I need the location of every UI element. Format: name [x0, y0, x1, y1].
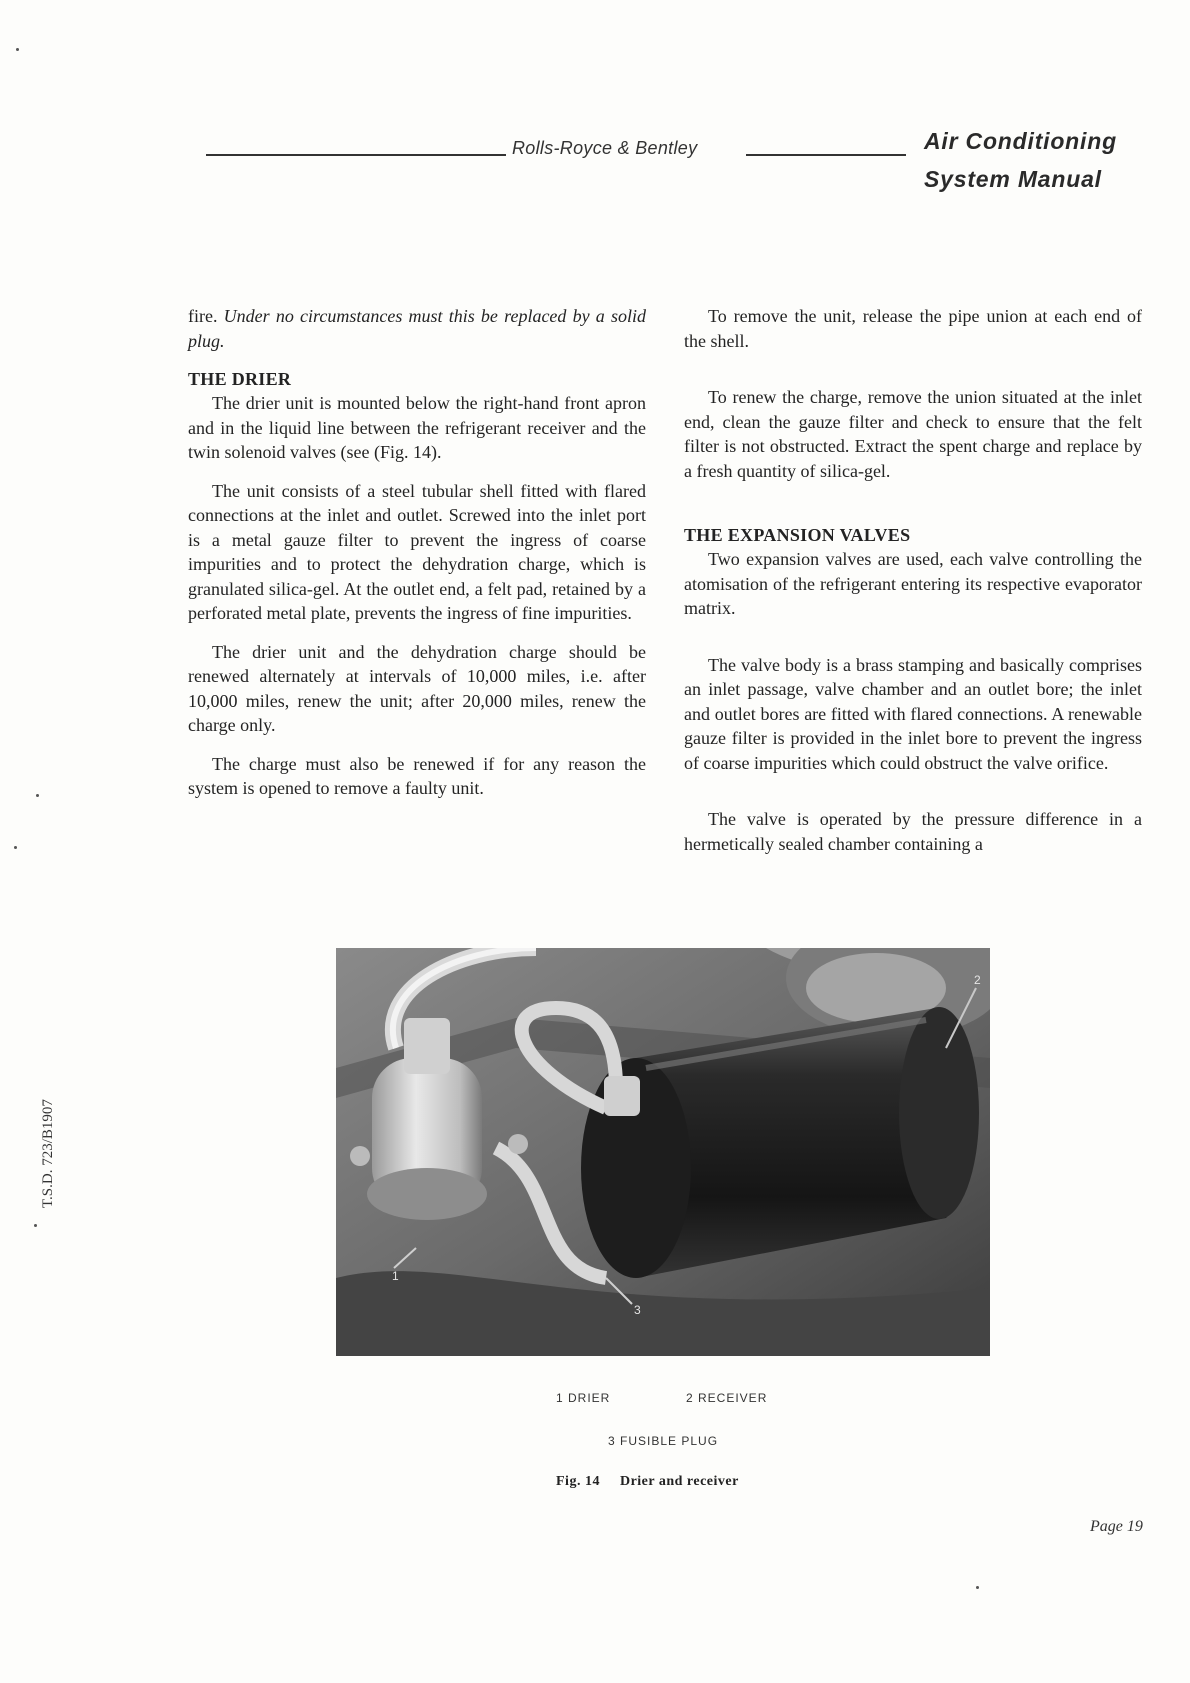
- scan-speck: [976, 1586, 979, 1589]
- figure-title: Drier and receiver: [619, 1474, 739, 1489]
- removal-paragraph: To remove the unit, release the pipe union at each end of the shell.: [684, 306, 1142, 351]
- header-rule-right: [746, 154, 906, 156]
- expansion-paragraph-2: The valve body is a brass stamping and basically comprises an inlet passage, valve chamber and an outlet bore; the inlet and outlet bores are fitted with flared connections. A renewable gauze filter is provided in the inlet bore to prevent the ingress of coarse impurities which could obstruct the valve orifice.: [684, 654, 1142, 773]
- section-heading-expansion-valves: THE EXPANSION VALVES: [684, 525, 911, 545]
- expansion-paragraph-1: Two expansion valves are used, each valve controlling the atomisation of the refrigerant entering its respective evaporator matrix.: [684, 549, 1142, 618]
- scan-speck: [36, 794, 39, 797]
- warning-italic-text: Under no circumstances must this be replaced by a solid plug.: [188, 306, 646, 351]
- legend-receiver: 2 RECEIVER: [686, 1391, 768, 1405]
- continued-paragraph: [188, 304, 646, 353]
- scan-speck: [34, 1224, 37, 1227]
- drier-paragraph-3: The drier unit and the dehydration charge should be renewed alternately at intervals of 10,000 miles, i.e. after 10,000 miles, renew the unit; after 20,000 miles, renew the charge only.: [188, 641, 646, 735]
- callout-receiver: 2: [974, 973, 981, 987]
- header-title-line2: System Manual: [924, 166, 1102, 192]
- legend-fusible-plug: 3 FUSIBLE PLUG: [608, 1434, 719, 1448]
- side-stamp-text: T.S.D. 723/B1907: [40, 1099, 56, 1208]
- header-brand: Rolls-Royce & Bentley: [512, 138, 698, 158]
- section-heading-drier: THE DRIER: [188, 369, 292, 389]
- callout-drier: 1: [392, 1269, 399, 1283]
- header-manual-title: [924, 122, 1117, 198]
- scan-speck: [16, 48, 19, 51]
- figure-number: Fig. 14: [556, 1474, 600, 1489]
- figure-photo-drier-receiver: [336, 948, 990, 1356]
- drier-paragraph-4: The charge must also be renewed if for any reason the system is opened to remove a faulty unit.: [188, 753, 646, 798]
- drier-paragraph-2: The unit consists of a steel tubular shell fitted with flared connections at the inlet and outlet. Screwed into the inlet port is a metal gauze filter to prevent the ingress of coarse impurities and to protect the dehydration charge, which is granulated silica-gel. At the outlet end, a felt pad, retained by a perforated metal plate, prevents the ingress of fine impurities.: [188, 480, 646, 623]
- drier-receiver-illustration: [336, 948, 990, 1356]
- figure-caption: [556, 1474, 739, 1490]
- header-title-line1: Air Conditioning: [924, 128, 1117, 154]
- legend-drier: 1 DRIER: [556, 1391, 611, 1405]
- side-reference-stamp: [40, 1018, 60, 1208]
- scan-speck: [14, 846, 17, 849]
- right-column: [684, 304, 1142, 870]
- paragraph-text: fire.: [188, 306, 224, 326]
- drier-paragraph-1: The drier unit is mounted below the right-hand front apron and in the liquid line between the refrigerant receiver and the twin solenoid valves (see (Fig. 14).: [188, 393, 646, 462]
- header-rule-left: [206, 154, 506, 156]
- expansion-paragraph-3: The valve is operated by the pressure difference in a hermetically sealed chamber containing a: [684, 809, 1142, 854]
- page-number: Page 19: [1090, 1518, 1143, 1535]
- renew-charge-paragraph: To renew the charge, remove the union situated at the inlet end, clean the gauze filter and check to ensure that the felt filter is not obstructed. Extract the spent charge and replace by a fresh quantity of silica-gel.: [684, 387, 1142, 481]
- callout-fusible-plug: 3: [634, 1303, 641, 1317]
- left-column: [188, 304, 646, 815]
